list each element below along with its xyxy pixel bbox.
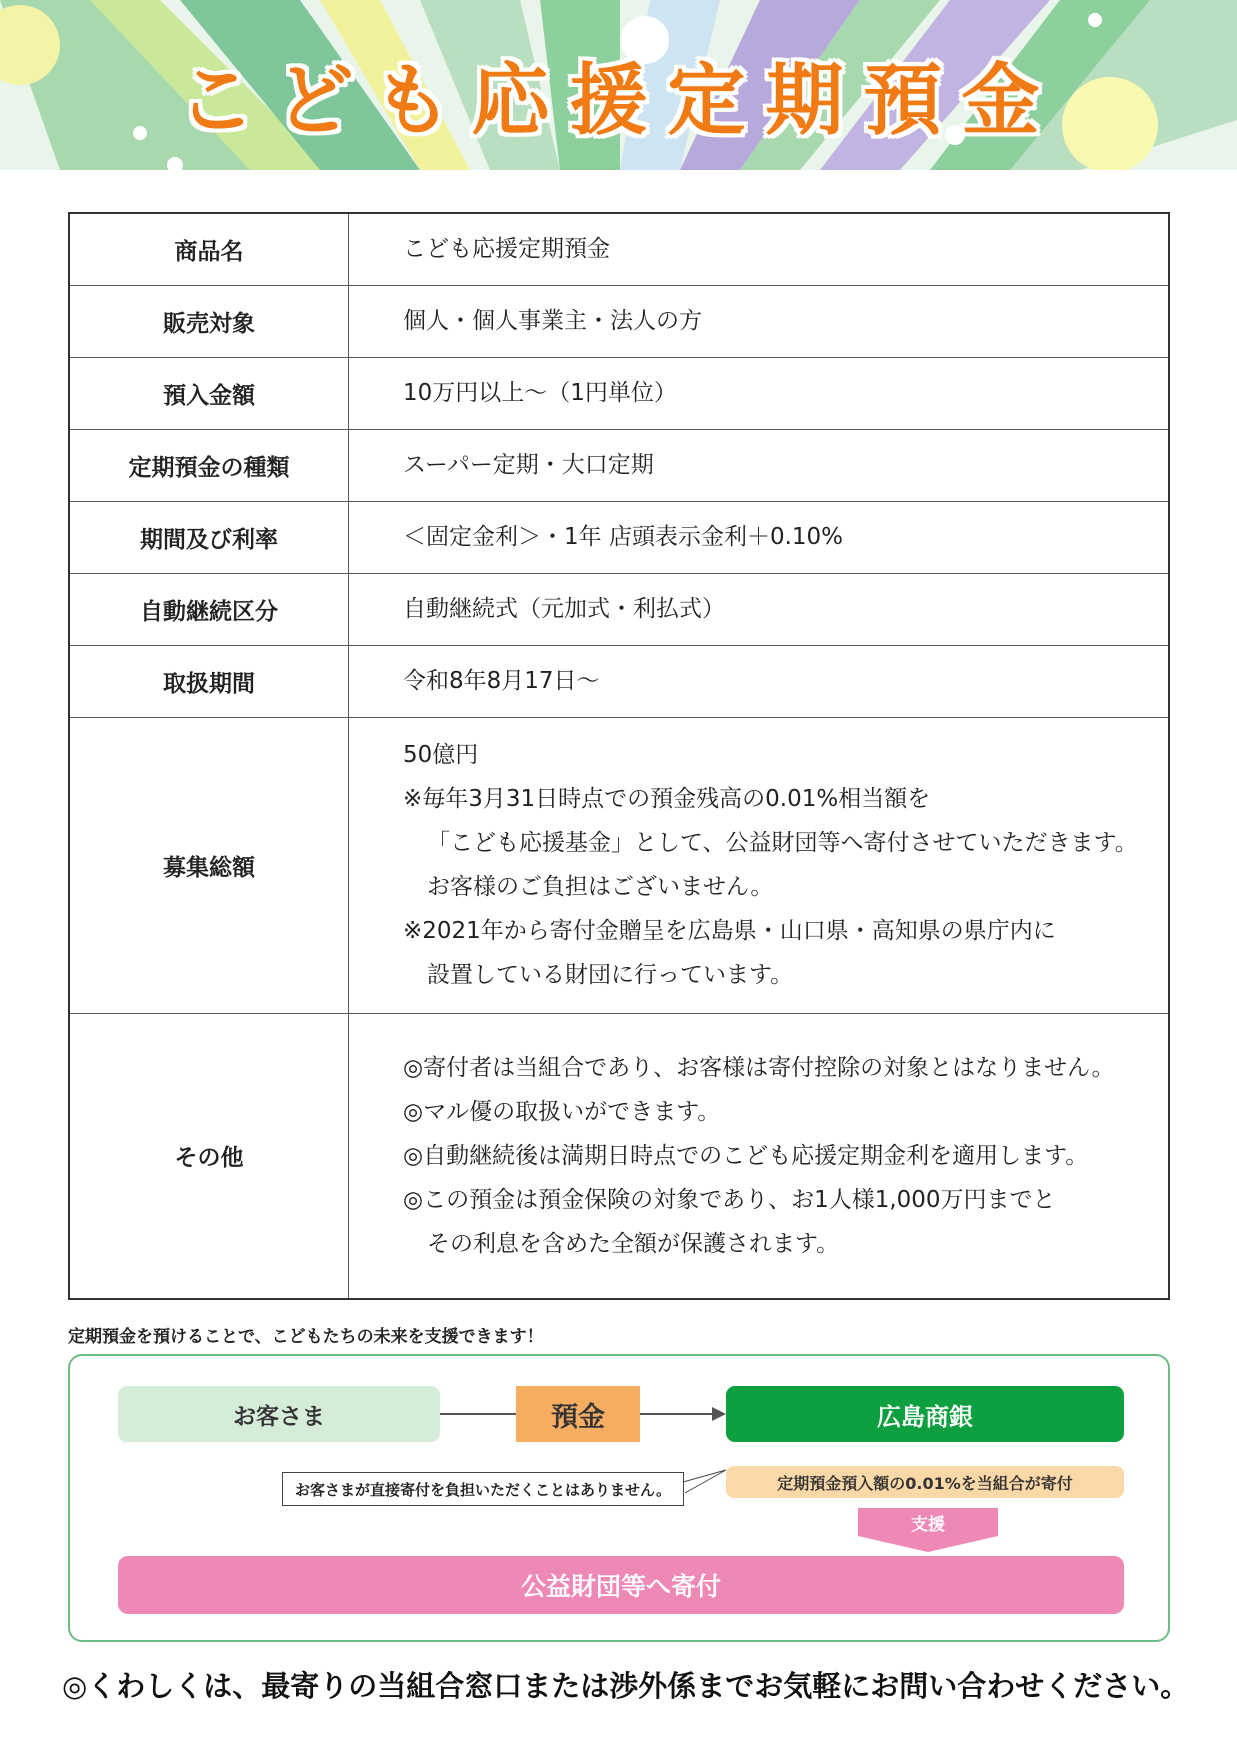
spec-row — [69, 573, 1169, 645]
spec-row — [69, 717, 1169, 1013]
spec-row — [69, 429, 1169, 501]
donation-flow-diagram — [68, 1354, 1170, 1642]
spec-value-line: お客様のご負担はございません。 — [427, 874, 774, 900]
spec-label: 預入金額 — [69, 357, 349, 429]
spec-label: 商品名 — [69, 213, 349, 285]
spec-value-line: ◎自動継続後は満期日時点でのこども応援定期金利を適用します。 — [403, 1142, 1089, 1169]
spec-value — [349, 357, 1170, 429]
spec-row — [69, 1013, 1169, 1299]
spec-value — [349, 501, 1170, 573]
spec-value-line: 10万円以上〜（1円単位） — [403, 380, 677, 406]
spec-value — [349, 1013, 1170, 1299]
arrow-right-icon — [712, 1407, 726, 1421]
product-spec-table — [68, 212, 1170, 1300]
connector-line — [440, 1413, 516, 1415]
deposit-node: 預金 — [516, 1386, 640, 1442]
spec-value-line: その利息を含めた全額が保護されます。 — [427, 1230, 840, 1257]
foundation-donation-node: 公益財団等へ寄付 — [118, 1556, 1124, 1614]
spec-row — [69, 285, 1169, 357]
spec-label: 取扱期間 — [69, 645, 349, 717]
spec-value-line: こども応援定期預金 — [403, 236, 610, 263]
arrow-down-icon — [858, 1536, 998, 1552]
spec-value-line: ◎寄付者は当組合であり、お客様は寄付控除の対象とはなりません。 — [403, 1054, 1115, 1081]
page-title: こども応援定期預金 — [177, 56, 1060, 146]
spec-row — [69, 501, 1169, 573]
spec-value — [349, 429, 1170, 501]
header-banner — [0, 0, 1237, 170]
spec-row — [69, 213, 1169, 285]
spec-value-line: スーパー定期・大口定期 — [403, 452, 654, 478]
spec-label: 販売対象 — [69, 285, 349, 357]
spec-label: 募集総額 — [69, 717, 349, 1013]
spec-value — [349, 213, 1170, 285]
spec-value — [349, 645, 1170, 717]
spec-value — [349, 573, 1170, 645]
flow-caption: 定期預金を預けることで、こどもたちの未来を支援できます！ — [68, 1327, 544, 1347]
spec-row — [69, 645, 1169, 717]
spec-value-line: ※2021年から寄付金贈呈を広島県・山口県・高知県の県庁内に — [403, 918, 1056, 944]
bank-node: 広島商銀 — [726, 1386, 1124, 1442]
support-label: 支援 — [858, 1508, 998, 1536]
spec-value-line: 令和8年8月17日〜 — [403, 668, 600, 694]
spec-value-line: 「こども応援基金」として、公益財団等へ寄付させていただきます。 — [427, 830, 1138, 856]
spec-value-line: 設置している財団に行っています。 — [427, 962, 794, 988]
spec-value-line: 50億円 — [403, 742, 479, 768]
spec-value — [349, 285, 1170, 357]
spec-value-line: 個人・個人事業主・法人の方 — [403, 308, 702, 334]
spec-label: 期間及び利率 — [69, 501, 349, 573]
arrow-line — [640, 1413, 714, 1415]
spec-value — [349, 717, 1170, 1013]
note-callout: お客さまが直接寄付を負担いただくことはありません。 — [282, 1472, 684, 1506]
contribution-label: 定期預金預入額の0.01%を当組合が寄付 — [726, 1466, 1124, 1498]
speech-bubble-tail — [680, 1466, 728, 1496]
contact-footer: ◎くわしくは、最寄りの当組合窓口または渉外係までお気軽にお問い合わせください。 — [62, 1669, 1190, 1703]
spec-value-line: ◎この預金は預金保険の対象であり、お1人様1,000万円までと — [403, 1186, 1056, 1213]
spec-value-line: ◎マル優の取扱いができます。 — [403, 1098, 721, 1125]
spec-row — [69, 357, 1169, 429]
spec-value-line: ※毎年3月31日時点での預金残高の0.01%相当額を — [403, 786, 931, 812]
spec-label: 定期預金の種類 — [69, 429, 349, 501]
spec-value-line: ＜固定金利＞・1年 店頭表示金利＋0.10% — [403, 524, 844, 550]
spec-value-line: 自動継続式（元加式・利払式） — [403, 596, 725, 622]
customer-node: お客さま — [118, 1386, 440, 1442]
spec-label: その他 — [69, 1013, 349, 1299]
spec-label: 自動継続区分 — [69, 573, 349, 645]
